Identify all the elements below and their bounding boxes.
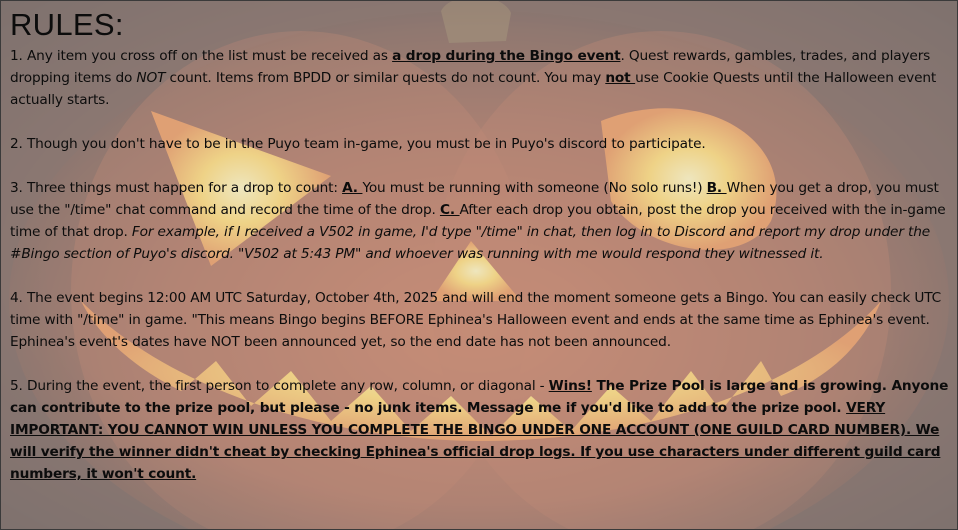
rule-3-example: For example, if I received a V502 in game, I'd type "/time" in chat, then log in to Discord and report my drop under the #Bingo section of Puyo's discord. "V502 at 5:43 PM" and whoever was running with me would respond they witnessed it. (10, 224, 931, 262)
rule-1-text: use Cookie Quests until the Halloween event actually starts. (10, 70, 937, 108)
rule-3 (10, 177, 952, 265)
rule-1-text: . Quest rewards, gambles, trades, and players dropping items do (10, 48, 931, 86)
rule-5-important-notice: VERY IMPORTANT: YOU CANNOT WIN UNLESS YOU COMPLETE THE BINGO UNDER ONE ACCOUNT (ONE GUILD CARD NUMBER). We will verify the winner didn't cheat by checking Ephinea's official drop logs. If you use characters under different guild card numbers, it won't count. (10, 400, 941, 482)
rule-3-text: After each drop you obtain, post the drop you received with the in-game time of that drop. (10, 202, 946, 240)
rule-3-text: You must be running with someone (No solo runs!) (362, 180, 707, 196)
rule-5-wins: Wins! (548, 378, 592, 394)
rule-1-text: count. Items from BPDD or similar quests do not count. You may (165, 70, 606, 86)
rule-5 (10, 375, 952, 485)
rule-1-not-italic: NOT (136, 70, 166, 86)
rule-1 (10, 45, 952, 111)
rule-3-text: 3. Three things must happen for a drop to count: (10, 180, 343, 196)
rule-1-not-bold: not (605, 70, 636, 86)
rule-5-prize-pool: The Prize Pool is large and is growing. Anyone can contribute to the prize pool, but please - no junk items. Message me if you'd like to add to the prize pool. (10, 378, 949, 416)
rule-3-marker-c: C. (439, 202, 460, 218)
rule-3-marker-a: A. (342, 180, 363, 196)
rules-text-block (10, 7, 952, 485)
rule-1-text: 1. Any item you cross off on the list must be received as (10, 48, 393, 64)
rule-5-text: 5. During the event, the first person to complete any row, column, or diagonal - (10, 378, 549, 394)
page-title: RULES: (10, 7, 124, 42)
rule-3-marker-b: B. (706, 180, 727, 196)
rule-3-text: When you get a drop, you must use the "/time" chat command and record the time of the drop. (10, 180, 939, 218)
rule-2: 2. Though you don't have to be in the Puyo team in-game, you must be in Puyo's discord to participate. (10, 136, 706, 152)
rule-4: 4. The event begins 12:00 AM UTC Saturday, October 4th, 2025 and will end the moment someone gets a Bingo. You can easily check UTC time with "/time" in game. "This means Bingo begins BEFORE Ephinea's Halloween event and ends at the same time as Ephinea's event. Ephinea's event's dates have NOT been announced yet, so the end date has not been announced. (10, 290, 942, 350)
rule-1-emphasis: a drop during the Bingo event (392, 48, 621, 64)
